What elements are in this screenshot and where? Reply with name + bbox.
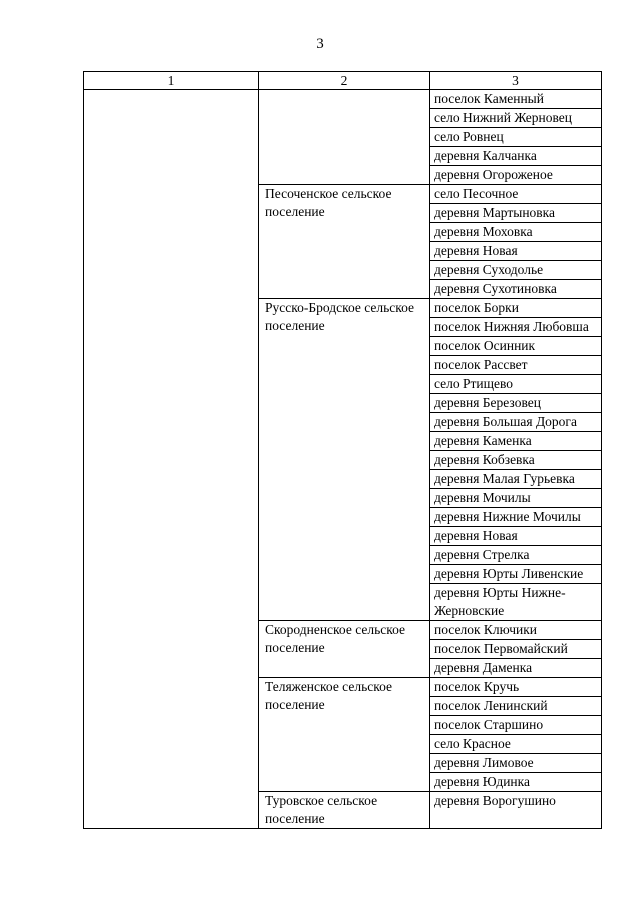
locality-cell: поселок Каменный [430, 90, 602, 109]
settlement-cell [259, 90, 430, 185]
settlement-cell [259, 621, 430, 678]
locality-cell: село Песочное [430, 185, 602, 204]
locality-cell: деревня Большая Дорога [430, 413, 602, 432]
settlement-name: Скородненское сельское поселение [265, 622, 406, 655]
settlement-name: Песоченское сельское поселение [265, 186, 392, 219]
locality-cell: деревня Новая [430, 242, 602, 261]
locality-cell: деревня Новая [430, 527, 602, 546]
locality-cell: село Ровнец [430, 128, 602, 147]
locality-cell: поселок Осинник [430, 337, 602, 356]
locality-cell: село Красное [430, 735, 602, 754]
locality-cell: село Нижний Жерновец [430, 109, 602, 128]
column-header-3: 3 [430, 72, 602, 90]
locality-cell: поселок Старшино [430, 716, 602, 735]
column-header-2: 2 [259, 72, 430, 90]
page-number: 3 [316, 36, 324, 52]
locality-cell: деревня Нижние Мочилы [430, 508, 602, 527]
locality-cell: поселок Рассвет [430, 356, 602, 375]
locality-cell: деревня Ворогушино [430, 792, 602, 829]
table-body [84, 90, 602, 829]
locality-cell: деревня Кобзевка [430, 451, 602, 470]
locality-cell: деревня Даменка [430, 659, 602, 678]
settlement-name: Туровское сельское поселение [265, 793, 378, 826]
locality-cell: поселок Первомайский [430, 640, 602, 659]
locality-cell: деревня Юрты Ливенские [430, 565, 602, 584]
locality-cell: деревня Березовец [430, 394, 602, 413]
locality-cell: деревня Калчанка [430, 147, 602, 166]
locality-cell: поселок Ключики [430, 621, 602, 640]
district-cell [84, 90, 259, 829]
locality-cell: деревня Юдинка [430, 773, 602, 792]
settlement-name: Русско-Бродское сельское поселение [265, 300, 415, 333]
settlement-cell [259, 299, 430, 621]
locality-cell: деревня Стрелка [430, 546, 602, 565]
locality-cell: поселок Кручь [430, 678, 602, 697]
locality-cell: деревня Мочилы [430, 489, 602, 508]
locality-cell: деревня Суходолье [430, 261, 602, 280]
locality-cell: деревня Малая Гурьевка [430, 470, 602, 489]
settlements-table [83, 71, 602, 829]
settlement-cell [259, 185, 430, 299]
locality-cell: деревня Лимовое [430, 754, 602, 773]
locality-cell: деревня Каменка [430, 432, 602, 451]
column-header-1: 1 [84, 72, 259, 90]
locality-cell: деревня Мартыновка [430, 204, 602, 223]
settlement-cell [259, 678, 430, 792]
table-row [84, 90, 602, 109]
locality-cell: село Ртищево [430, 375, 602, 394]
locality-cell: деревня Сухотиновка [430, 280, 602, 299]
settlement-name: Теляженское сельское поселение [265, 679, 392, 712]
settlement-cell [259, 792, 430, 829]
locality-cell: деревня Юрты Нижне-Жерновские [430, 584, 602, 621]
locality-cell: деревня Моховка [430, 223, 602, 242]
locality-cell: поселок Борки [430, 299, 602, 318]
locality-cell: поселок Ленинский [430, 697, 602, 716]
locality-cell: поселок Нижняя Любовша [430, 318, 602, 337]
locality-cell: деревня Огороженое [430, 166, 602, 185]
table-header-row [84, 72, 602, 90]
